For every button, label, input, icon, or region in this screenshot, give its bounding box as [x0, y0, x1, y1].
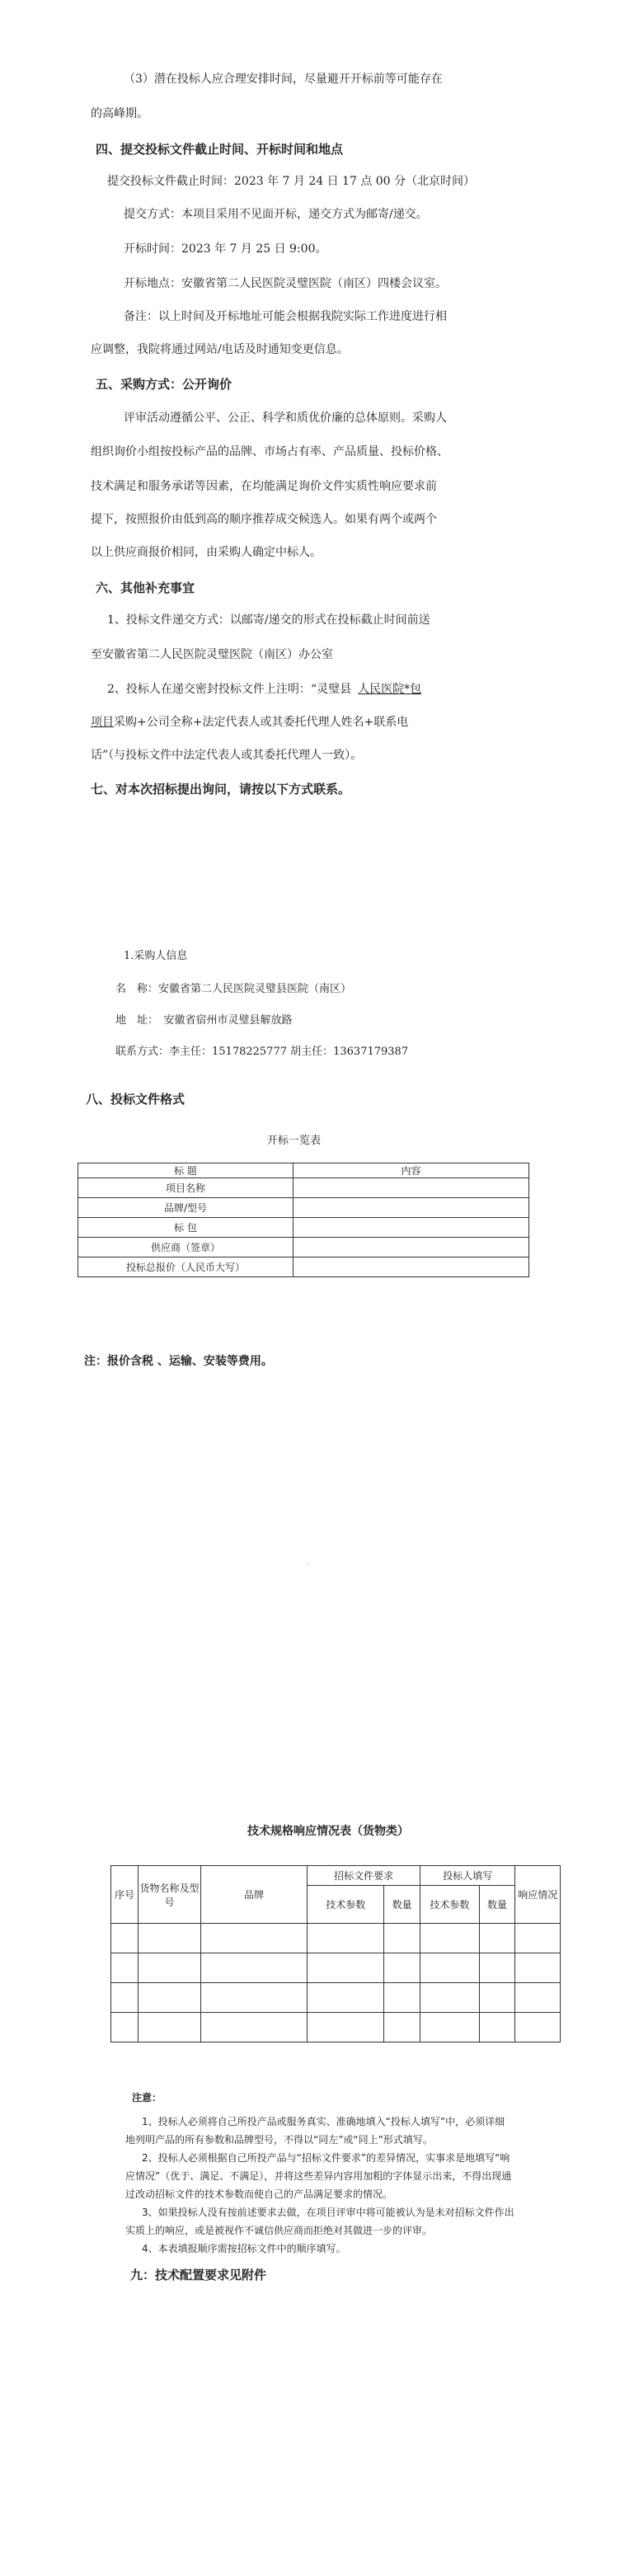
- section5-line: 以上供应商报价相同，由采购人确定中标人。: [91, 546, 322, 559]
- table-row: [78, 1178, 529, 1198]
- section5-line: 技术满足和服务承诺等因素，在均能满足询价文件实质性响应要求前: [91, 480, 437, 493]
- table-row: [78, 1257, 529, 1277]
- table-row: [78, 1218, 529, 1238]
- item2-line3: 话”（与投标文件中法定代表人或其委托代理人一致）。: [91, 749, 363, 762]
- spec-table-caption: 技术规格响应情况表（货物类）: [247, 1825, 409, 1838]
- item1-line1: 1、投标文件递交方式：以邮寄/递交的形式在投标截止时间前送: [107, 613, 430, 627]
- notes-line: 4、本表填报顺序需按招标文件中的顺序填写。: [142, 2243, 346, 2254]
- notes-line: 3、如果投标人没有按前述要求去做，在项目评审中将可能被认为是未对招标文件作出: [142, 2207, 514, 2218]
- section5-line: 评审活动遵循公平、公正、科学和质优价廉的总体原则。采购人: [124, 411, 447, 425]
- row-label: 投标总报价（人民币大写）: [78, 1257, 294, 1277]
- notes-line: 应情况”（优于、满足、不满足），并将这些差异内容用加粗的字体显示出来，不得出现通: [125, 2170, 512, 2182]
- section3-line2: 的高峰期。: [91, 107, 148, 120]
- row-value[interactable]: [294, 1178, 529, 1198]
- item2-line1-text: 2、投标人在递交密封投标文件上注明：“灵璧县: [107, 683, 352, 696]
- row-label: 标 包: [78, 1218, 294, 1238]
- section5-heading: 五、采购方式：公开询价: [96, 377, 233, 392]
- header-qty-bidder: 数量: [479, 1886, 515, 1924]
- scan-mark: ·: [307, 1561, 310, 1570]
- header-bidder-fill: 投标人填写: [420, 1866, 515, 1886]
- item2-line1-underlined: 人民医院*包: [358, 683, 422, 696]
- item1-line2: 至安徽省第二人民医院灵璧医院（南区）办公室: [91, 648, 333, 661]
- section9-heading: 九：技术配置要求见附件: [130, 2268, 267, 2282]
- location-text: 开标地点：安徽省第二人民医院灵璧医院（南区）四楼会议室。: [124, 277, 447, 290]
- header-tender-req: 招标文件要求: [308, 1866, 420, 1886]
- item2-line2-text: 采购+公司全称+法定代表人或其委托代理人姓名+联系电: [114, 716, 409, 729]
- section4-heading: 四、提交投标文件截止时间、开标时间和地点: [96, 142, 344, 157]
- contact-name: 名 称：安徽省第二人民医院灵璧县医院（南区）: [115, 983, 352, 995]
- open-time-text: 开标时间：2023 年 7 月 25 日 9:00。: [124, 242, 327, 256]
- method-text: 提交方式：本项目采用不见面开标，递交方式为邮寄/递交。: [124, 208, 428, 221]
- notes-line: 地列明产品的所有参数和品牌型号，不得以“同左”或“同上”形式填写。: [125, 2134, 433, 2146]
- notes-line: 过改动招标文件的技术参数而使自己的产品满足要求的情况。: [125, 2188, 393, 2200]
- notes-title: 注意：: [132, 2092, 162, 2104]
- table-row: [111, 1953, 561, 1983]
- notes-line: 2、投标人必须根据自己所投产品与“招标文件要求”的差异情况，实事求是地填写“响: [142, 2152, 510, 2164]
- contact-phone: 联系方式：李主任：15178225777 胡主任：13637179387: [115, 1046, 409, 1058]
- col-content-header: 内容: [294, 1163, 529, 1178]
- row-label: 供应商（签章）: [78, 1238, 294, 1257]
- header-goods: 货物名称及型号: [139, 1866, 201, 1924]
- item2-line2-underlined: 项目: [91, 716, 114, 729]
- header-qty: 数量: [384, 1886, 420, 1924]
- row-label: 项目名称: [78, 1178, 294, 1198]
- spec-response-table: [110, 1865, 561, 2042]
- row-value[interactable]: [294, 1218, 529, 1238]
- section5-line: 组织询价小组按投标产品的品牌、市场占有率、产品质量、投标价格、: [91, 445, 449, 458]
- header-response: 响应情况: [515, 1866, 561, 1924]
- row-value[interactable]: [294, 1198, 529, 1218]
- row-label: 品牌/型号: [78, 1198, 294, 1218]
- item2-line1: [107, 681, 421, 698]
- table-row: [78, 1238, 529, 1257]
- table-header-row: [78, 1163, 529, 1178]
- section3-line1: （3）潜在投标人应合理安排时间，尽量避开开标前等可能存在: [124, 73, 443, 86]
- header-brand: 品牌: [200, 1866, 307, 1924]
- section8-heading: 八、投标文件格式: [86, 1092, 186, 1107]
- col-title-header: 标 题: [78, 1163, 294, 1178]
- deadline-text: 提交投标文件截止时间：2023 年 7 月 24 日 17 点 00 分（北京时间）: [107, 175, 476, 188]
- contact-address: 地 址： 安徽省宿州市灵璧县解放路: [115, 1014, 293, 1027]
- notes-line: 实质上的响应，或是被视作不诚信供应商而拒绝对其做进一步的评审。: [125, 2225, 433, 2236]
- note-line1: 备注：以上时间及开标地址可能会根据我院实际工作进度进行相: [124, 310, 447, 323]
- table-row: [78, 1198, 529, 1218]
- header-tech-param-bidder: 技术参数: [420, 1886, 480, 1924]
- table-row: [111, 2013, 561, 2042]
- header-seq: 序号: [111, 1866, 139, 1924]
- item2-line2: [91, 714, 408, 731]
- price-note: 注：报价含税 、运输、安装等费用。: [84, 1355, 273, 1368]
- section7-heading: 七、对本次招标提出询问，请按以下方式联系。: [91, 782, 351, 797]
- bid-summary-table: [78, 1163, 529, 1277]
- row-value[interactable]: [294, 1257, 529, 1277]
- table-row: [111, 1983, 561, 2013]
- table-row: [111, 1924, 561, 1953]
- note-line2: 应调整，我院将通过网站/电话及时通知变更信息。: [91, 343, 349, 356]
- section5-line: 提下，按照报价由低到高的顺序推荐成交候选人。如果有两个或两个: [91, 513, 437, 526]
- contact-title: 1.采购人信息: [124, 950, 188, 962]
- table-caption: 开标一览表: [267, 1135, 322, 1147]
- row-value[interactable]: [294, 1238, 529, 1257]
- notes-line: 1、投标人必须将自己所投产品或服务真实、准确地填入“投标人填写”中，必须详细: [142, 2116, 505, 2127]
- section6-heading: 六、其他补充事宜: [96, 581, 195, 595]
- header-tech-param: 技术参数: [308, 1886, 384, 1924]
